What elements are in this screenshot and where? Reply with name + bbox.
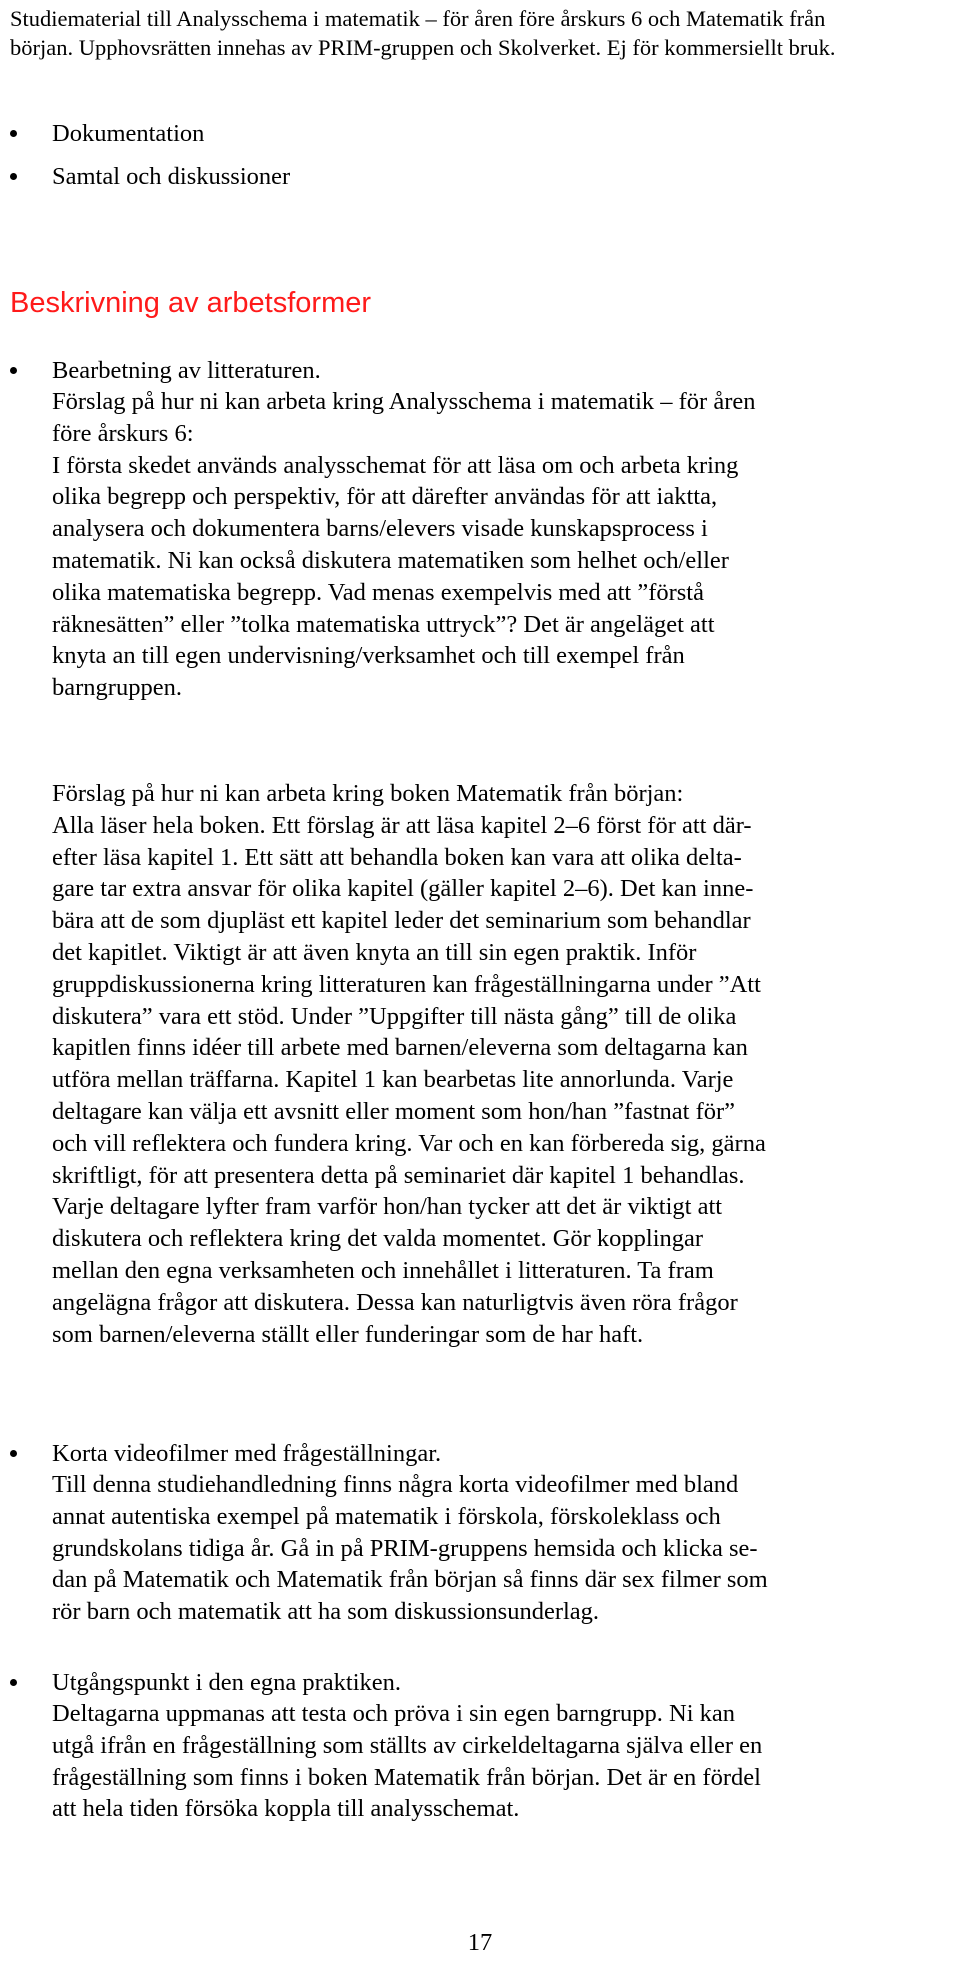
text-line: Varje deltagare lyfter fram varför hon/han tycker att det är viktigt att (52, 1193, 723, 1221)
bullet-icon (10, 130, 17, 137)
page-header (10, 4, 950, 62)
header-line: Studiematerial till Analysschema i matematik – för åren före årskurs 6 och Matematik från (10, 6, 826, 31)
text-line: diskutera och reflektera kring det valda momentet. Gör kopplingar (52, 1225, 704, 1253)
list-item (0, 118, 960, 149)
list-item-label: Samtal och diskussioner (52, 163, 291, 190)
text-line: som barnen/eleverna ställt eller funderingar som de har haft. (52, 1320, 644, 1348)
list-item-title (0, 1667, 960, 1698)
text-line: dan på Matematik och Matematik från början så finns där sex filmer som (52, 1566, 768, 1594)
header-line: början. Upphovsrätten innehas av PRIM-gruppen och Skolverket. Ej för kommersiellt bruk. (10, 35, 836, 60)
text-line: angelägna frågor att diskutera. Dessa kan naturligtvis även röra frågor (52, 1288, 738, 1316)
text-line: barngruppen. (52, 674, 182, 702)
bullet-icon (10, 173, 17, 180)
text-line: bära att de som djupläst ett kapitel leder det seminarium som behandlar (52, 907, 751, 935)
text-line: gare tar extra ansvar för olika kapitel (gäller kapitel 2–6). Det kan inne- (52, 875, 754, 903)
bullet-title: Bearbetning av litteraturen. (52, 357, 321, 384)
list-item-title (0, 1438, 960, 1469)
text-line: olika begrepp och perspektiv, för att därefter användas för att iaktta, (52, 483, 718, 511)
bullet-title: Utgångspunkt i den egna praktiken. (52, 1669, 402, 1696)
text-line: att hela tiden försöka koppla till analysschemat. (52, 1795, 520, 1823)
text-line: kapitlen finns idéer till arbete med barnen/eleverna som deltagarna kan (52, 1034, 748, 1062)
text-line: det kapitlet. Viktigt är att även knyta an till sin egen praktik. Inför (52, 938, 697, 966)
bullet-video (0, 1438, 960, 1628)
paragraph-praktik (0, 1698, 960, 1825)
list-item-label: Dokumentation (52, 120, 205, 147)
text-line: och vill reflektera och fundera kring. Var och en kan förbereda sig, gärna (52, 1129, 766, 1157)
text-line: utföra mellan träffarna. Kapitel 1 kan bearbetas lite annorlunda. Varje (52, 1066, 734, 1094)
text-line: knyta an till egen undervisning/verksamhet och till exempel från (52, 642, 685, 670)
text-line: Deltagarna uppmanas att testa och pröva i sin egen barngrupp. Ni kan (52, 1700, 736, 1727)
text-line: rör barn och matematik att ha som diskussionsunderlag. (52, 1598, 600, 1626)
bullet-litteratur (0, 355, 960, 704)
text-line: Förslag på hur ni kan arbeta kring boken Matematik från början: (52, 780, 684, 807)
text-line: Alla läser hela boken. Ett förslag är att läsa kapitel 2–6 först för att där- (52, 811, 752, 839)
list-item-title (0, 355, 960, 386)
paragraph-video (0, 1469, 960, 1628)
text-line: mellan den egna verksamheten och innehållet i litteraturen. Ta fram (52, 1256, 714, 1284)
bullet-title: Korta videofilmer med frågeställningar. (52, 1440, 442, 1467)
text-line: I första skedet används analysschemat för att läsa om och arbeta kring (52, 451, 739, 479)
text-line: olika matematiska begrepp. Vad menas exempelvis med att ”förstå (52, 578, 704, 606)
bullet-icon (10, 1450, 17, 1457)
text-line: frågeställning som finns i boken Matematik från början. Det är en fördel (52, 1763, 761, 1791)
text-line: räknesätten” eller ”tolka matematiska uttryck”? Det är angeläget att (52, 610, 715, 638)
paragraph-matematik-fran-borjan (0, 778, 960, 1350)
text-line: grundskolans tidiga år. Gå in på PRIM-gruppens hemsida och klicka se- (52, 1534, 758, 1562)
text-line: diskutera” vara ett stöd. Under ”Uppgifter till nästa gång” till de olika (52, 1002, 737, 1030)
paragraph-analysschema (0, 386, 960, 704)
bullet-praktik (0, 1667, 960, 1825)
text-line: Till denna studiehandledning finns några korta videofilmer med bland (52, 1471, 739, 1498)
section-heading: Beskrivning av arbetsformer (10, 287, 372, 319)
bullet-icon (10, 1679, 17, 1686)
text-line: deltagare kan välja ett avsnitt eller moment som hon/han ”fastnat för” (52, 1097, 736, 1125)
text-line: skriftligt, för att presentera detta på seminariet där kapitel 1 behandlas. (52, 1161, 745, 1189)
text-line: annat autentiska exempel på matematik i förskola, förskoleklass och (52, 1502, 721, 1530)
text-line: utgå ifrån en frågeställning som ställts av cirkeldeltagarna själva eller en (52, 1731, 763, 1759)
list-item (0, 161, 960, 192)
text-line: Förslag på hur ni kan arbeta kring Analysschema i matematik – för åren (52, 388, 756, 415)
top-bullet-list (0, 118, 960, 149)
bullet-icon (10, 367, 17, 374)
text-line: gruppdiskussionerna kring litteraturen kan frågeställningarna under ”Att (52, 970, 761, 998)
text-line: efter läsa kapitel 1. Ett sätt att behandla boken kan vara att olika delta- (52, 843, 742, 871)
top-bullet-list-2 (0, 161, 960, 192)
page-number: 17 (467, 1929, 493, 1956)
text-line: matematik. Ni kan också diskutera matematiken som helhet och/eller (52, 546, 729, 574)
text-line: analysera och dokumentera barns/elevers visade kunskapsprocess i (52, 515, 708, 543)
text-line: före årskurs 6: (52, 419, 194, 447)
